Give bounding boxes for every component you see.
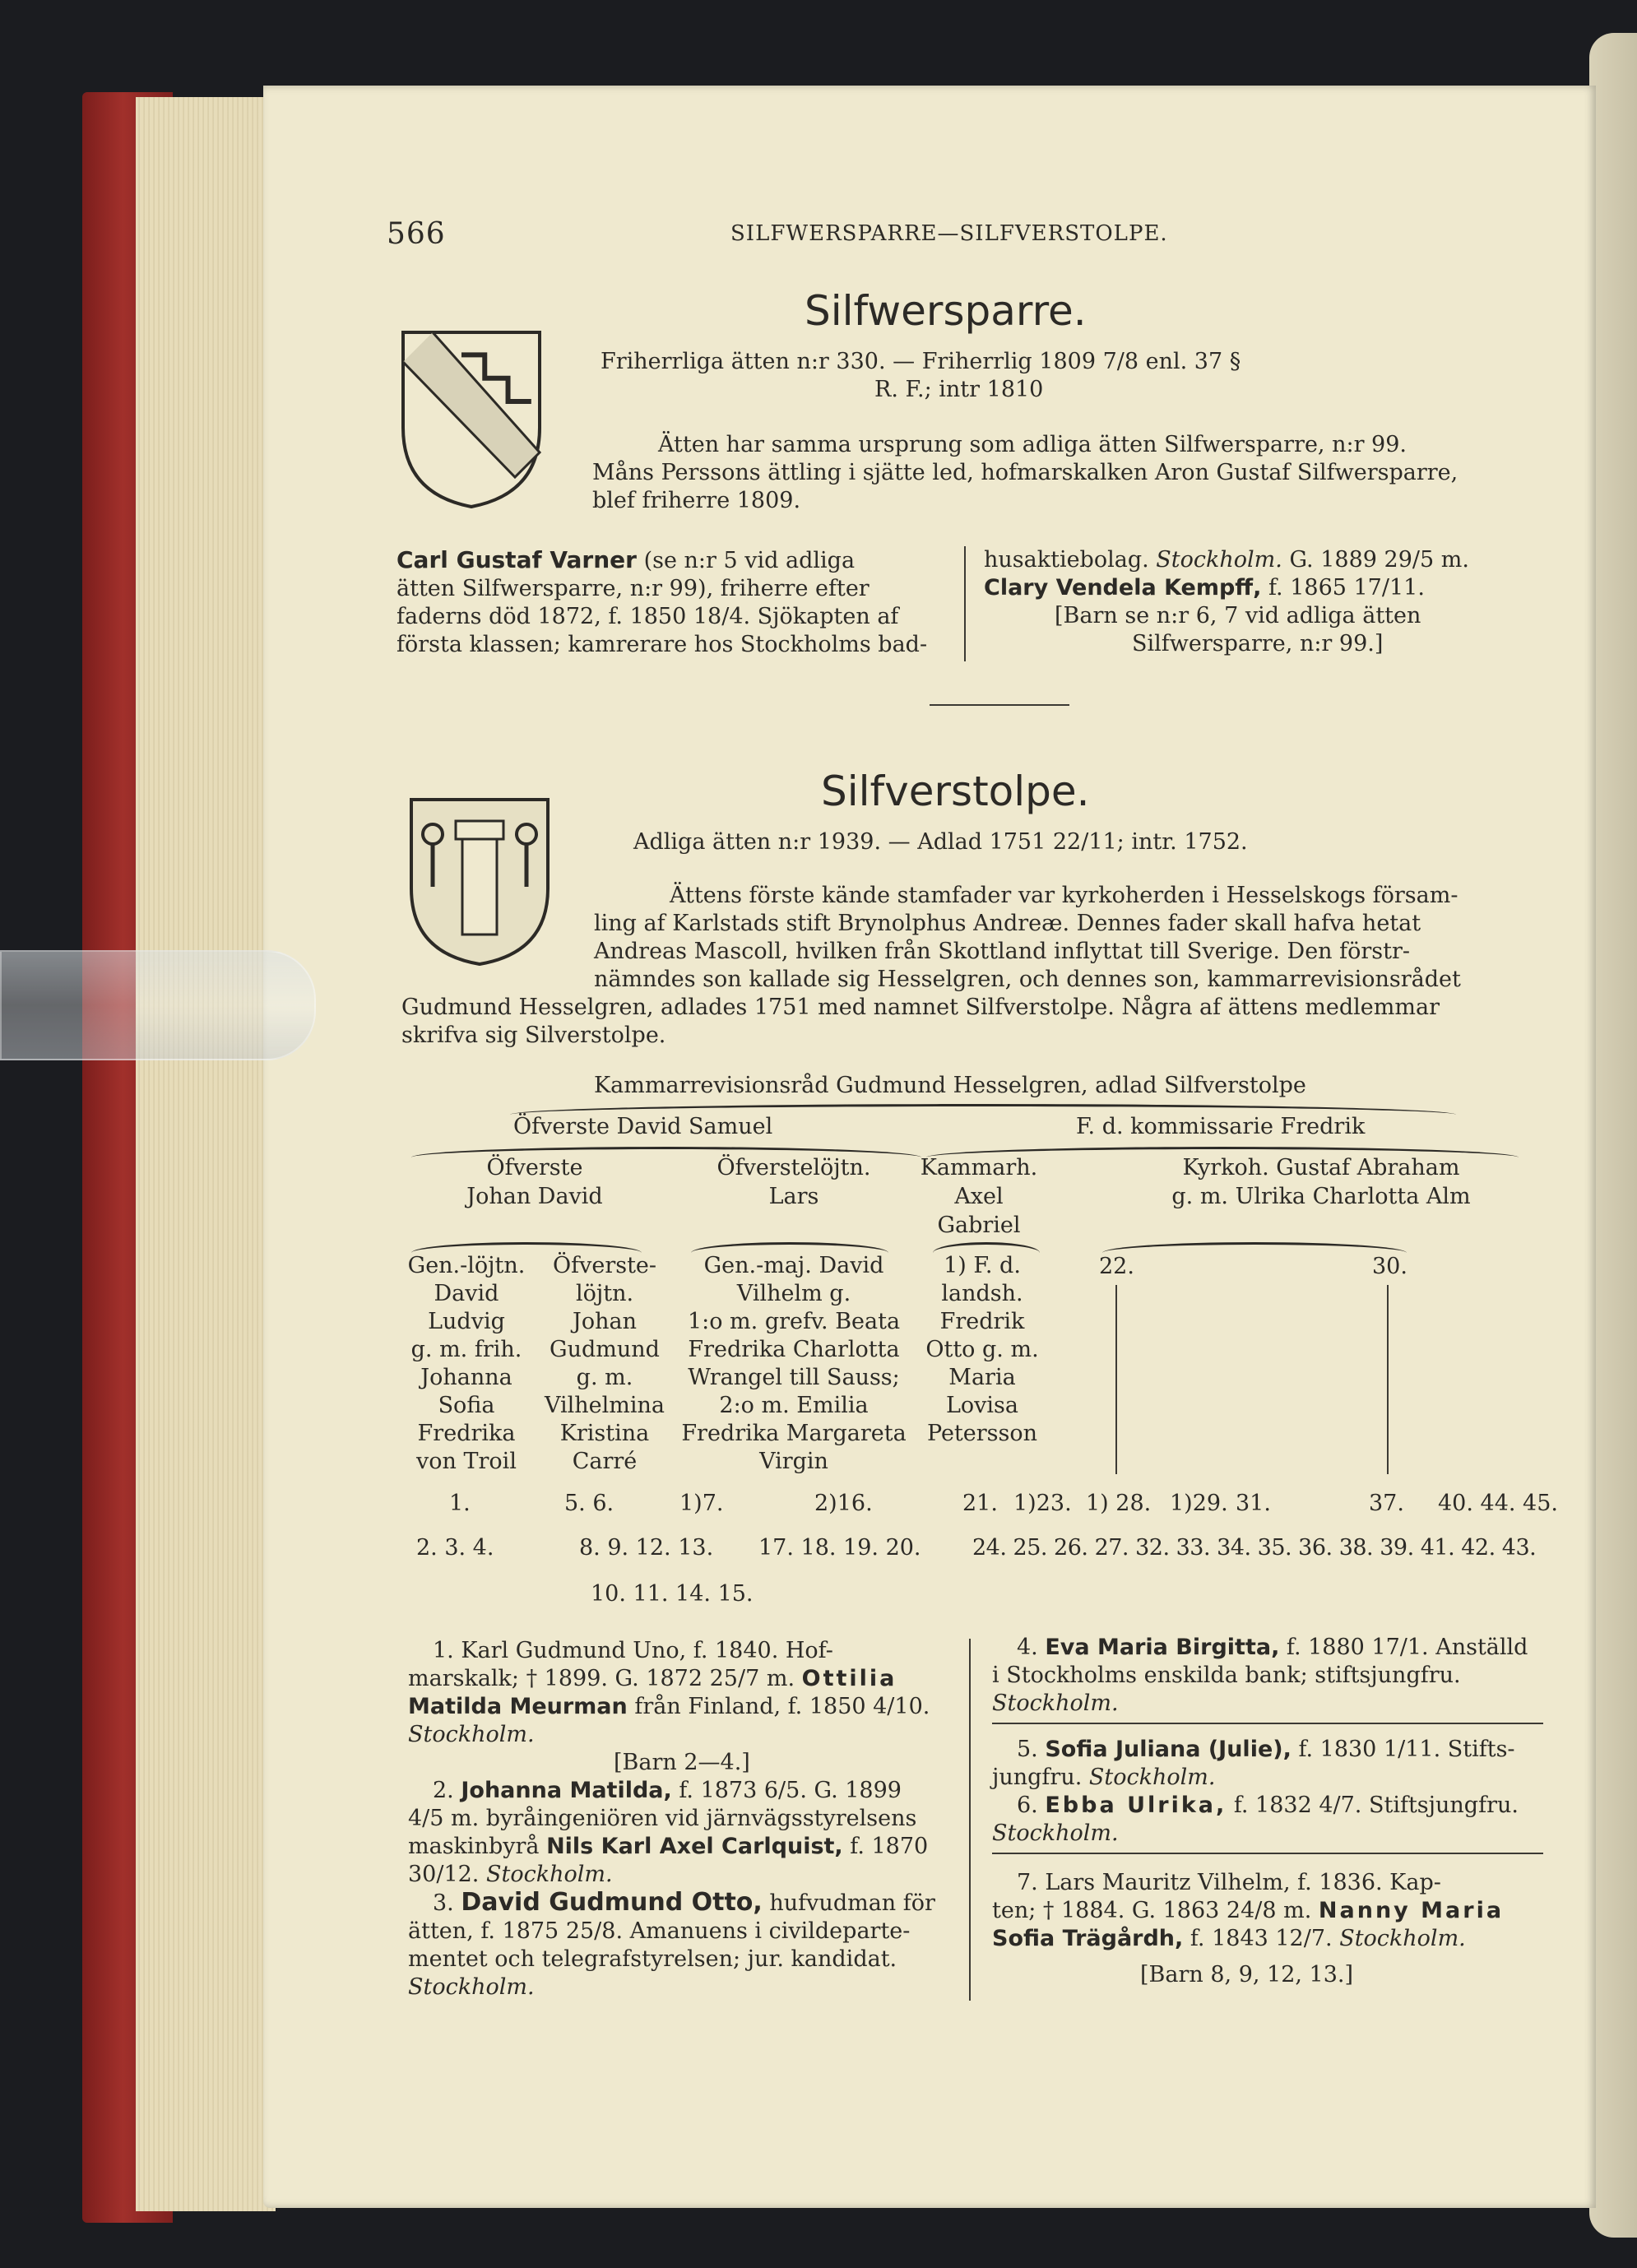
tree-row-b: 24. 25. 26. 27. 32. 33. 34. 35. 36. 38. 39. 41. 42. 43. xyxy=(972,1535,1537,1561)
tree-row-a: 31. xyxy=(1236,1491,1271,1516)
entry-line: 1. Karl Gudmund Uno, f. 1840. Hof- xyxy=(433,1638,833,1663)
tree-text: landsh. xyxy=(941,1281,1023,1306)
entries-right xyxy=(992,1634,1543,1989)
entry-city: Stockholm. xyxy=(992,1820,1119,1846)
text: f. 1870 xyxy=(850,1834,929,1859)
tree-row-a: 1)7. xyxy=(679,1491,724,1516)
tree-text: Öfverstelöjtn. xyxy=(716,1155,871,1180)
entry-line: 7. Lars Mauritz Vilhelm, f. 1836. Kap- xyxy=(1017,1870,1441,1895)
tree-row-a: 1)29. xyxy=(1170,1491,1228,1516)
tree-text: Fredrika Margareta xyxy=(681,1421,907,1446)
tree-text: 1:o m. grefv. Beata xyxy=(687,1309,901,1334)
person-line xyxy=(984,574,1543,602)
tree-num: 1. xyxy=(449,1491,471,1516)
tree-text: Vilhelm g. xyxy=(736,1281,851,1306)
tree-text: Fredrika xyxy=(417,1421,516,1446)
barn-line: [Barn se n:r 6, 7 vid adliga ätten xyxy=(1055,603,1421,628)
person-name: Eva Maria Birgitta, xyxy=(1045,1635,1280,1660)
entry-line xyxy=(992,1764,1543,1792)
column-divider xyxy=(969,1639,971,2001)
city: Stockholm. xyxy=(1339,1926,1466,1951)
sec1-line1: Friherrliga ätten n:r 330. — Friherrlig 1809 7/8 enl. 37 § xyxy=(601,349,1241,374)
tree-text: Johan David xyxy=(466,1184,603,1210)
city: Stockholm. xyxy=(1156,547,1282,573)
tree-text: Carré xyxy=(572,1449,638,1474)
entry-line xyxy=(408,1665,951,1693)
text: 6. xyxy=(1017,1793,1038,1818)
clear-bookmark xyxy=(0,950,316,1060)
text: f. 1843 12/7. xyxy=(1189,1926,1333,1951)
sec1-line2: R. F.; intr 1810 xyxy=(874,377,1044,402)
text: husaktiebolag. xyxy=(984,547,1149,573)
tree-text: Kammarh. xyxy=(920,1155,1038,1180)
entry-line xyxy=(992,1925,1543,1953)
barn-line: Silfwersparre, n:r 99.] xyxy=(1132,631,1384,656)
facing-page-edge xyxy=(1589,33,1637,2238)
sec2-intro-line: Andreas Mascoll, hvilken från Skottland inflyttat till Sverige. Den förstr- xyxy=(594,939,1411,964)
tree-row-c: 10. 11. 14. 15. xyxy=(591,1581,754,1607)
text: f. 1873 6/5. G. 1899 xyxy=(679,1778,902,1803)
tree-text: Lars xyxy=(768,1184,819,1210)
person-line xyxy=(984,546,1543,574)
sec1-intro-line: Ätten har samma ursprung som adliga ätten Silfwersparre, n:r 99. xyxy=(658,432,1407,457)
tree-row-b: 8. 9. 12. 13. xyxy=(579,1535,714,1561)
entry-line xyxy=(408,1833,951,1861)
entry-separator xyxy=(992,1723,1543,1724)
person-text: (se n:r 5 vid adliga xyxy=(643,548,856,573)
tree-right-head: F. d. kommissarie Fredrik xyxy=(1076,1114,1366,1139)
text: 5. xyxy=(1017,1737,1038,1762)
sec1-intro-line: blef friherre 1809. xyxy=(592,488,801,513)
tree-g2-a xyxy=(436,1153,633,1211)
tree-text: Lovisa xyxy=(945,1393,1019,1418)
tree-row-b: 2. 3. 4. xyxy=(416,1535,494,1561)
entry-line: i Stockholms enskilda bank; stiftsjungfru. xyxy=(992,1663,1461,1688)
text: från Finland, f. 1850 4/10. xyxy=(634,1694,930,1719)
text: hufvudman för xyxy=(769,1890,935,1916)
tree-row-a: 37. xyxy=(1369,1491,1404,1516)
tree-text: Gen.-löjtn. xyxy=(407,1253,526,1278)
tree-text: g. m. xyxy=(576,1365,633,1390)
city: Stockholm. xyxy=(486,1862,613,1887)
sec2-line1: Adliga ätten n:r 1939. — Adlad 1751 22/11; intr. 1752. xyxy=(633,829,1248,855)
entry-line xyxy=(992,1736,1543,1764)
person-line: första klassen; kamrerare hos Stockholms bad- xyxy=(396,632,928,657)
running-title: SILFWERSPARRE—SILFVERSTOLPE. xyxy=(730,221,1168,246)
person-name: Sofia Trägårdh, xyxy=(992,1926,1184,1951)
tree-text: g. m. frih. xyxy=(410,1337,522,1362)
entry-line xyxy=(992,1792,1543,1820)
city: Stockholm. xyxy=(1088,1765,1216,1790)
entry-barn: [Barn 2—4.] xyxy=(614,1750,750,1775)
tree-col1 xyxy=(405,1252,528,1476)
person-name: Sofia Juliana (Julie), xyxy=(1045,1737,1292,1762)
person-name: Nanny Maria xyxy=(1318,1898,1505,1923)
text: jungfru. xyxy=(992,1765,1083,1790)
tree-text: Fredrika Charlotta xyxy=(688,1337,900,1362)
text: G. 1889 29/5 m. xyxy=(1289,547,1469,573)
entry-line xyxy=(408,1693,951,1721)
tree-col3 xyxy=(675,1252,913,1476)
tree-row-a: 40. 44. 45. xyxy=(1438,1491,1558,1516)
tree-text: von Troil xyxy=(416,1449,517,1474)
entry-barn: [Barn 8, 9, 12, 13.] xyxy=(1140,1962,1354,1987)
tree-row-a xyxy=(449,1489,471,1518)
entry-city: Stockholm. xyxy=(408,1722,535,1747)
tree-g2-c xyxy=(913,1153,1045,1240)
entry-line xyxy=(992,1634,1543,1662)
tree-text: Johan xyxy=(573,1309,637,1334)
tree-g2-d xyxy=(1124,1153,1519,1211)
tree-text: Öfverste- xyxy=(552,1253,657,1278)
text: f. 1830 1/11. Stifts- xyxy=(1298,1737,1515,1762)
sec1-intro-line: Måns Perssons ättling i sjätte led, hofmarskalken Aron Gustaf Silfwersparre, xyxy=(592,460,1458,485)
sec1-intro xyxy=(592,431,1538,515)
entry-line xyxy=(408,1861,951,1889)
tree-text: Gen.-maj. David xyxy=(703,1253,884,1278)
text: marskalk; † 1899. G. 1872 25/7 m. xyxy=(408,1666,795,1691)
tree-text: Johanna xyxy=(420,1365,512,1390)
entry-line xyxy=(992,1897,1543,1925)
tree-row-b: 17. 18. 19. 20. xyxy=(758,1535,921,1561)
person-name: Matilda Meurman xyxy=(408,1694,628,1719)
tree-text: löjtn. xyxy=(575,1281,634,1306)
entry-separator xyxy=(992,1853,1543,1854)
entry-line xyxy=(408,1889,951,1918)
tree-text: Kristina xyxy=(559,1421,650,1446)
sec2-intro xyxy=(401,882,1538,1050)
tree-line xyxy=(1387,1285,1389,1474)
sec2-intro-line: nämndes son kallade sig Hesselgren, och dennes son, kammarrevisionsrådet xyxy=(594,967,1461,992)
tree-text: Maria xyxy=(948,1365,1016,1390)
tree-text: Wrangel till Sauss; xyxy=(688,1365,900,1390)
entry-city: Stockholm. xyxy=(992,1691,1119,1716)
text: 2. xyxy=(433,1778,454,1803)
tree-text: Sofia xyxy=(438,1393,495,1418)
section-title-silfwersparre: Silfwersparre. xyxy=(805,287,1087,335)
tree-text: Vilhelmina xyxy=(544,1393,665,1418)
section-separator xyxy=(930,704,1069,706)
entry-line: mentet och telegrafstyrelsen; jur. kandidat. xyxy=(408,1946,897,1972)
tree-text: David xyxy=(434,1281,499,1306)
person-name: Ebba Ulrika, xyxy=(1045,1793,1227,1818)
tree-row-a: 1)23. xyxy=(1013,1491,1072,1516)
tree-n30: 30. xyxy=(1372,1254,1407,1279)
person-line: faderns död 1872, f. 1850 18/4. Sjökapten af xyxy=(396,604,899,629)
spouse-name: Clary Vendela Kempff, xyxy=(984,575,1262,601)
coat-of-arms-silfwersparre-icon xyxy=(400,329,543,510)
text: 4. xyxy=(1017,1635,1038,1660)
person-name: Ottilia xyxy=(801,1666,897,1691)
person-name: Johanna Matilda, xyxy=(461,1778,672,1803)
tree-text: Virgin xyxy=(759,1449,828,1474)
person-name: Nils Karl Axel Carlquist, xyxy=(546,1834,843,1859)
column-divider xyxy=(964,546,966,661)
entry-city: Stockholm. xyxy=(408,1974,535,2000)
tree-text: Axel xyxy=(954,1184,1004,1210)
sec1-person-right xyxy=(984,546,1543,658)
entry-line: 4/5 m. byråingeniören vid järnvägsstyrelsens xyxy=(408,1806,917,1831)
tree-col2 xyxy=(543,1252,666,1476)
sec2-intro-line: Ättens förste kände stamfader var kyrkoherden i Hesselskogs försam- xyxy=(670,883,1458,908)
tree-g2-b xyxy=(699,1153,888,1211)
section-title-silfverstolpe: Silfverstolpe. xyxy=(821,768,1090,815)
tree-row-a: 2)16. xyxy=(814,1491,873,1516)
tree-text: Petersson xyxy=(926,1421,1038,1446)
tree-text: 2:o m. Emilia xyxy=(719,1393,869,1418)
sec1-person-left xyxy=(396,546,956,659)
tree-text: Öfverste xyxy=(486,1155,583,1180)
tree-text: Gudmund xyxy=(550,1337,660,1362)
person-line: ätten Silfwersparre, n:r 99), friherre efter xyxy=(396,576,870,601)
text: 3. xyxy=(433,1890,454,1916)
tree-text: Fredrik xyxy=(939,1309,1025,1334)
text: f. 1832 4/7. Stiftsjungfru. xyxy=(1233,1793,1519,1818)
entry-line: ätten, f. 1875 25/8. Amanuens i civildeparte- xyxy=(408,1918,911,1944)
text: ten; † 1884. G. 1863 24/8 m. xyxy=(992,1898,1312,1923)
tree-row-a: 1) 28. xyxy=(1086,1491,1152,1516)
tree-text: Kyrkoh. Gustaf Abraham xyxy=(1182,1155,1460,1180)
tree-line xyxy=(1115,1285,1117,1474)
tree-text: g. m. Ulrika Charlotta Alm xyxy=(1171,1184,1471,1210)
text: f. 1880 17/1. Anställd xyxy=(1286,1635,1528,1660)
page-number: 566 xyxy=(387,217,446,251)
tree-text: Gabriel xyxy=(937,1213,1021,1239)
tree-col4 xyxy=(916,1252,1048,1448)
tree-n22: 22. xyxy=(1099,1254,1134,1279)
sec2-intro-line: skrifva sig Silverstolpe. xyxy=(401,1023,666,1048)
text: f. 1865 17/11. xyxy=(1268,575,1425,601)
entry-line xyxy=(408,1777,951,1805)
tree-root: Kammarrevisionsråd Gudmund Hesselgren, adlad Silfverstolpe xyxy=(594,1073,1306,1098)
tree-text: 1) F. d. xyxy=(944,1253,1021,1278)
text: 30/12. xyxy=(408,1862,480,1887)
person-name: David Gudmund Otto, xyxy=(461,1888,763,1917)
page-block-edges xyxy=(136,97,276,2211)
person-line xyxy=(396,546,956,575)
sec2-intro-line: Gudmund Hesselgren, adlades 1751 med namnet Silfverstolpe. Några af ättens medlemmar xyxy=(401,995,1440,1020)
tree-row-a: 5. 6. xyxy=(564,1491,614,1516)
tree-row-a: 21. xyxy=(962,1491,998,1516)
entries-left xyxy=(408,1637,951,2001)
tree-text: Ludvig xyxy=(428,1309,505,1334)
tree-left-head: Öfverste David Samuel xyxy=(513,1114,773,1139)
text: maskinbyrå xyxy=(408,1834,540,1859)
tree-text: Otto g. m. xyxy=(925,1337,1039,1362)
sec2-intro-line: ling af Karlstads stift Brynolphus Andreæ. Dennes fader skall hafva hetat xyxy=(594,911,1421,936)
person-name: Carl Gustaf Varner xyxy=(396,546,637,573)
